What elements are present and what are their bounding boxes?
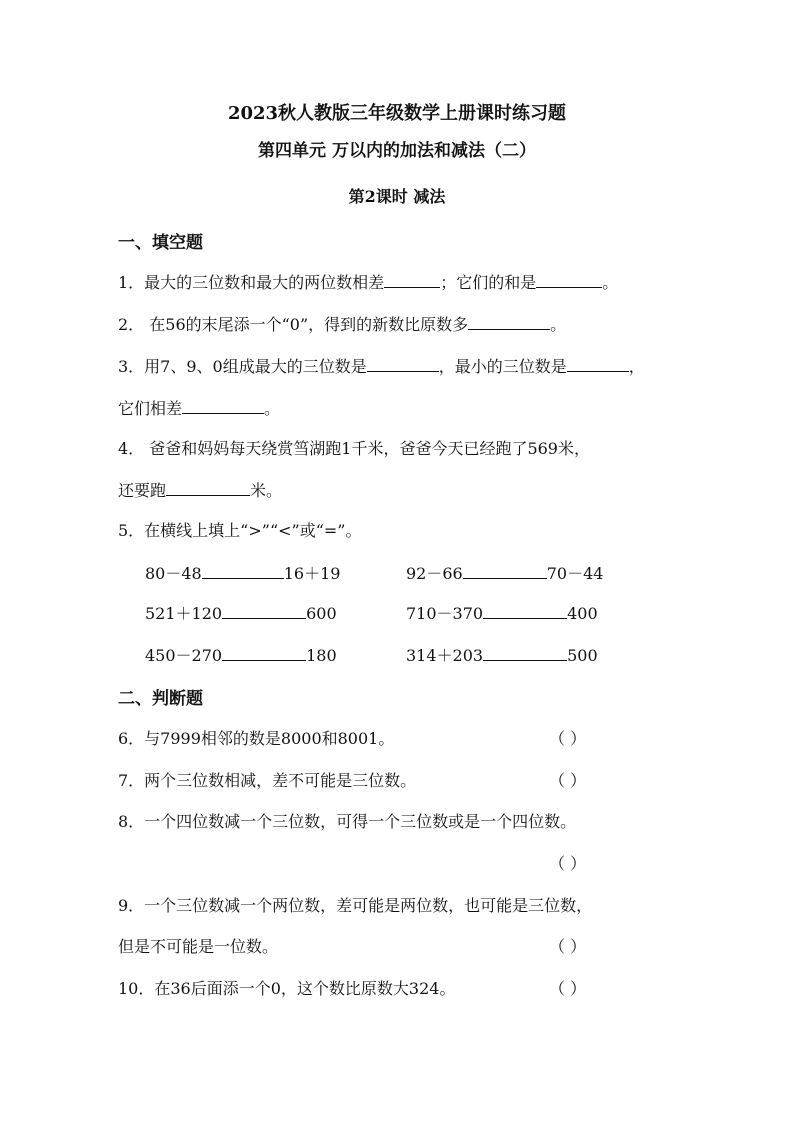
answer-parentheses[interactable]: （ ） (549, 979, 587, 998)
comparison-blank[interactable] (483, 644, 567, 661)
question-2 (118, 312, 566, 335)
question-10: 10．在36后面添一个0，这个数比原数大324。 (118, 979, 456, 998)
answer-blank[interactable] (166, 479, 250, 496)
answer-blank[interactable] (536, 271, 602, 288)
comparison-left: 80－48 (145, 564, 202, 583)
answer-blank[interactable] (182, 397, 264, 414)
question-4 (118, 436, 590, 459)
question-3-text-d: 它们相差 (118, 399, 183, 418)
comparison-item (145, 601, 337, 624)
comparison-right: 400 (567, 604, 598, 623)
question-4-text-a: 4． 爸爸和妈妈每天绕赏筜湖跑1千米，爸爸今天已经跑了569米， (118, 439, 590, 458)
question-3-text-c: ， (628, 357, 645, 376)
question-1-text-c: 。 (602, 273, 619, 292)
question-4-line-2 (118, 478, 282, 501)
comparison-right: 600 (306, 604, 337, 623)
question-3-line-2 (118, 396, 280, 419)
lesson-subtitle: 第2课时 减法 (348, 187, 446, 206)
answer-blank[interactable] (367, 355, 439, 372)
answer-parentheses[interactable]: （ ） (549, 937, 587, 956)
question-4-text-b: 还要跑 (118, 481, 167, 500)
comparison-left: 710－370 (406, 604, 484, 623)
question-1-text-a: 1．最大的三位数和最大的两位数相差 (118, 273, 385, 292)
question-9: 9．一个三位数减一个两位数，差可能是两位数，也可能是三位数， (118, 896, 593, 915)
question-2-text-a: 2． 在56的末尾添一个“0”，得到的新数比原数多 (118, 315, 469, 334)
comparison-blank[interactable] (222, 602, 306, 619)
question-3-text-e: 。 (264, 399, 281, 418)
unit-subtitle: 第四单元 万以内的加法和减法（二） (258, 141, 536, 161)
section-fill-heading: 一、填空题 (118, 233, 203, 253)
comparison-blank[interactable] (463, 562, 547, 579)
comparison-right: 16＋19 (283, 564, 341, 583)
comparison-blank[interactable] (483, 602, 567, 619)
comparison-item (406, 601, 598, 624)
question-4-text-c: 米。 (250, 481, 283, 500)
comparison-left: 92－66 (406, 564, 463, 583)
question-3-text-b: ，最小的三位数是 (438, 357, 567, 376)
comparison-blank[interactable] (202, 562, 284, 579)
page-title: 2023秋人教版三年级数学上册课时练习题 (227, 103, 567, 124)
question-8: 8．一个四位数减一个三位数，可得一个三位数或是一个四位数。 (118, 812, 577, 831)
answer-blank[interactable] (468, 313, 550, 330)
comparison-right: 500 (567, 646, 598, 665)
answer-blank[interactable] (384, 271, 440, 288)
comparison-left: 450－270 (145, 646, 223, 665)
question-5: 5．在横线上填上“>”“<”或“=”。 (118, 521, 362, 540)
answer-parentheses[interactable]: （ ） (549, 729, 587, 748)
question-2-text-b: 。 (550, 315, 567, 334)
question-1 (118, 270, 618, 293)
comparison-right: 180 (306, 646, 337, 665)
comparison-left: 521＋120 (145, 604, 223, 623)
question-9-line-2: 但是不可能是一位数。 (118, 937, 279, 956)
answer-blank[interactable] (567, 355, 629, 372)
question-1-text-b: ；它们的和是 (440, 273, 537, 292)
answer-parentheses[interactable]: （ ） (549, 771, 587, 790)
comparison-right: 70－44 (546, 564, 604, 583)
comparison-blank[interactable] (222, 644, 306, 661)
question-3 (118, 354, 645, 377)
comparison-item (145, 643, 337, 666)
comparison-item (406, 561, 603, 584)
question-6: 6．与7999相邻的数是8000和8001。 (118, 729, 395, 748)
comparison-item (145, 561, 340, 584)
question-3-text-a: 3．用7、9、0组成最大的三位数是 (118, 357, 367, 376)
section-judge-heading: 二、判断题 (118, 689, 203, 709)
comparison-item (406, 643, 598, 666)
comparison-left: 314＋203 (406, 646, 484, 665)
answer-parentheses[interactable]: （ ） (549, 854, 587, 873)
question-7: 7．两个三位数相减，差不可能是三位数。 (118, 771, 417, 790)
